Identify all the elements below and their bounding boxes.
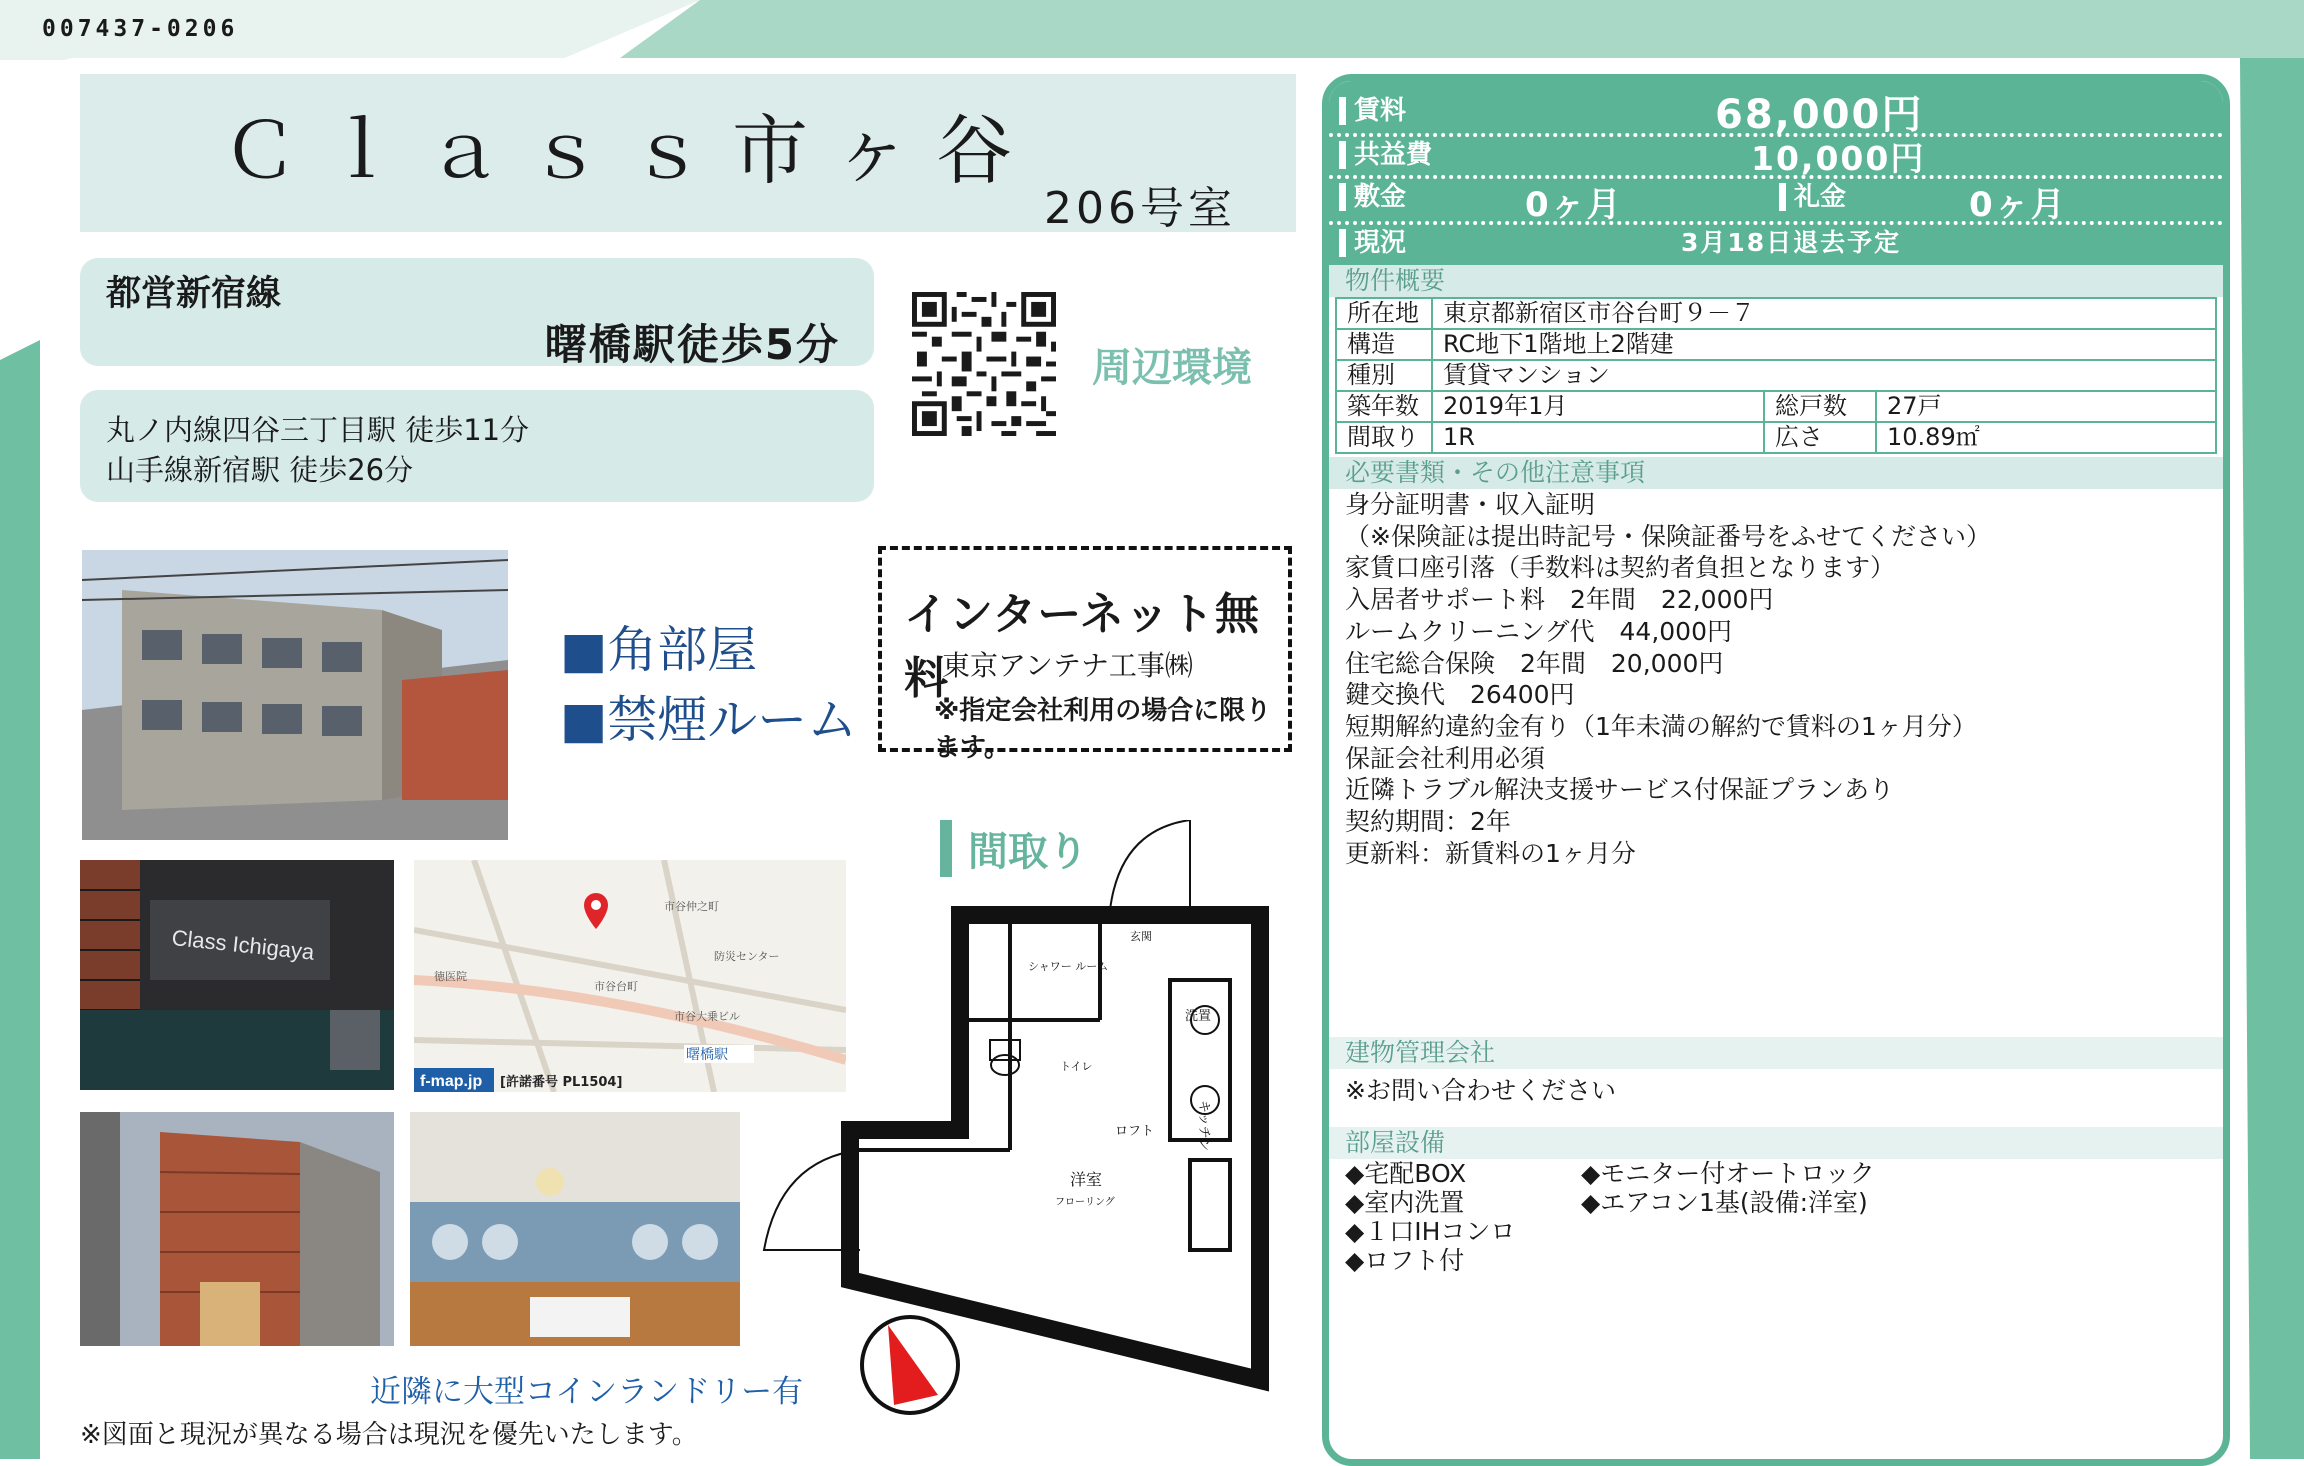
table-row (1336, 329, 2216, 360)
building-exterior-photo (82, 550, 508, 840)
overview-value: 27戸 (1876, 391, 2216, 422)
qr-code-icon[interactable] (912, 292, 1056, 436)
svg-text:市谷大乗ビル: 市谷大乗ビル (674, 1010, 740, 1023)
svg-text:防災センター: 防災センター (714, 950, 780, 963)
list-item: ◆ロフト付 (1345, 1246, 1465, 1275)
feature-corner-room: ■角部屋 (560, 621, 758, 679)
management-heading: 建物管理会社 (1329, 1037, 2223, 1069)
document-id: 007437-0206 (42, 16, 239, 42)
equipment-col-2 (1581, 1159, 1875, 1217)
common-fee-label: 共益費 (1339, 141, 1432, 169)
list-item: 近隣トラブル解決支援サービス付保証プランあり (1345, 775, 1895, 805)
property-name: Ｃｌａｓｓ市ヶ谷 (222, 106, 1038, 195)
equipment-col-1 (1345, 1159, 1515, 1275)
overview-value: 賃貸マンション (1432, 360, 2216, 391)
fp-sentaku: 洗置 (1185, 1009, 1212, 1024)
entrance-sign-photo (80, 860, 394, 1090)
fp-floor: フローリング (1055, 1197, 1115, 1208)
equipment-heading: 部屋設備 (1329, 1127, 2223, 1159)
table-row (1336, 360, 2216, 391)
map-station: 曙橋駅 (686, 1047, 728, 1063)
list-item: 入居者サポート料 2年間 22,000円 (1345, 585, 1774, 615)
laundry-note: 近隣に大型コインランドリー有 (370, 1374, 804, 1410)
sub-access-box (80, 390, 874, 502)
requirements-list (1345, 489, 1991, 869)
internet-company: 東京アンテナ工事㈱ (942, 649, 1193, 682)
list-item: ◆宅配BOX (1345, 1159, 1467, 1188)
table-row (1336, 422, 2216, 453)
property-info-panel (1322, 74, 2230, 1466)
overview-key: 広さ (1764, 422, 1876, 453)
list-item: ◆１口IHコンロ (1345, 1217, 1516, 1246)
fp-shower: シャワー ルーム (1028, 960, 1109, 973)
requirements-heading: 必要書類・その他注意事項 (1329, 457, 2223, 489)
sub-access-1: 丸ノ内線四谷三丁目駅 徒歩11分 (106, 413, 530, 447)
key-money-label: 礼金 (1779, 183, 1846, 211)
common-fee-value: 10,000円 (1751, 139, 1926, 178)
list-item: （※保険証は提出時記号・保険証番号をふせてください） (1345, 521, 1991, 551)
map-permit: [許諾番号 PL1504] (500, 1075, 623, 1090)
svg-text:市谷台町: 市谷台町 (594, 980, 638, 993)
table-row (1336, 298, 2216, 329)
overview-heading: 物件概要 (1329, 265, 2223, 297)
overview-value: 1R (1432, 422, 1764, 453)
laundromat-photo (410, 1112, 740, 1346)
internet-title: インターネット無料 (904, 589, 1261, 704)
fp-genkan: 玄関 (1130, 930, 1152, 943)
list-item: 更新料：新賃料の1ヶ月分 (1345, 838, 1636, 868)
main-line: 都営新宿線 (106, 274, 282, 314)
list-item: 短期解約違約金有り（1年未満の解約で賃料の1ヶ月分） (1345, 711, 1977, 741)
deposit-value: 0ヶ月 (1525, 185, 1623, 225)
surroundings-label: 周辺環境 (1092, 345, 1252, 391)
overview-value: 2019年1月 (1432, 391, 1764, 422)
svg-text:市谷仲之町: 市谷仲之町 (664, 900, 719, 913)
list-item: 契約期間：2年 (1345, 807, 1511, 837)
list-item: 鍵交換代 26400円 (1345, 680, 1575, 710)
list-item: ◆エアコン1基(設備:洋室) (1581, 1188, 1868, 1217)
list-item: ルームクリーニング代 44,000円 (1345, 616, 1732, 646)
svg-text:徳医院: 徳医院 (434, 970, 467, 983)
list-item: 保証会社利用必須 (1345, 743, 1546, 773)
map-credit: f-map.jp (420, 1073, 483, 1090)
status-value: 3月18日退去予定 (1681, 228, 1902, 257)
rent-summary (1329, 81, 2223, 265)
internet-free-box (878, 546, 1292, 763)
fp-toilet: トイレ (1060, 1060, 1093, 1073)
disclaimer-note: ※図面と現況が異なる場合は現況を優先いたします。 (80, 1420, 698, 1450)
floorplan (760, 820, 1300, 1440)
rent-value: 68,000円 (1715, 92, 1924, 138)
overview-value: RC地下1階地上2階建 (1432, 329, 2216, 360)
floorplan-label: 間取り (940, 820, 1088, 877)
status-label: 現況 (1339, 229, 1406, 257)
deposit-label: 敷金 (1339, 183, 1406, 211)
table-row (1336, 391, 2216, 422)
list-item: 住宅総合保険 2年間 20,000円 (1345, 648, 1724, 678)
fp-room: 洋室 (1070, 1170, 1103, 1189)
overview-key: 構造 (1336, 329, 1432, 360)
main-station: 曙橋駅徒歩5分 (544, 320, 840, 369)
list-item: ◆モニター付オートロック (1581, 1159, 1875, 1188)
list-item: 家賃口座引落（手数料は契約者負担となります） (1345, 553, 1896, 583)
overview-table (1335, 297, 2217, 454)
main-access-box (80, 258, 874, 369)
sub-access-2: 山手線新宿駅 徒歩26分 (106, 453, 414, 487)
rent-label: 賃料 (1339, 97, 1406, 125)
overview-key: 間取り (1336, 422, 1432, 453)
feature-non-smoking: ■禁煙ルーム (560, 691, 858, 749)
building-brick-photo (80, 1112, 394, 1346)
management-text: ※お問い合わせください (1345, 1076, 1616, 1105)
overview-key: 築年数 (1336, 391, 1432, 422)
internet-note: ※指定会社利用の場合に限ります。 (934, 696, 1272, 763)
list-item: ◆室内洗置 (1345, 1188, 1465, 1217)
overview-value: 東京都新宿区市谷台町９－７ (1432, 298, 2216, 329)
fp-kitchen: キッチン (1196, 1100, 1211, 1152)
sign-text: Class Ichigaya (170, 924, 316, 965)
title-banner (80, 74, 1296, 232)
fp-loft: ロフト (1115, 1124, 1155, 1139)
overview-key: 所在地 (1336, 298, 1432, 329)
overview-value: 10.89㎡ (1876, 422, 2216, 453)
overview-key: 種別 (1336, 360, 1432, 391)
key-money-value: 0ヶ月 (1969, 185, 2067, 225)
overview-key: 総戸数 (1764, 391, 1876, 422)
list-item: 身分証明書・収入証明 (1345, 490, 1596, 519)
room-number: 206号室 (1044, 183, 1236, 234)
